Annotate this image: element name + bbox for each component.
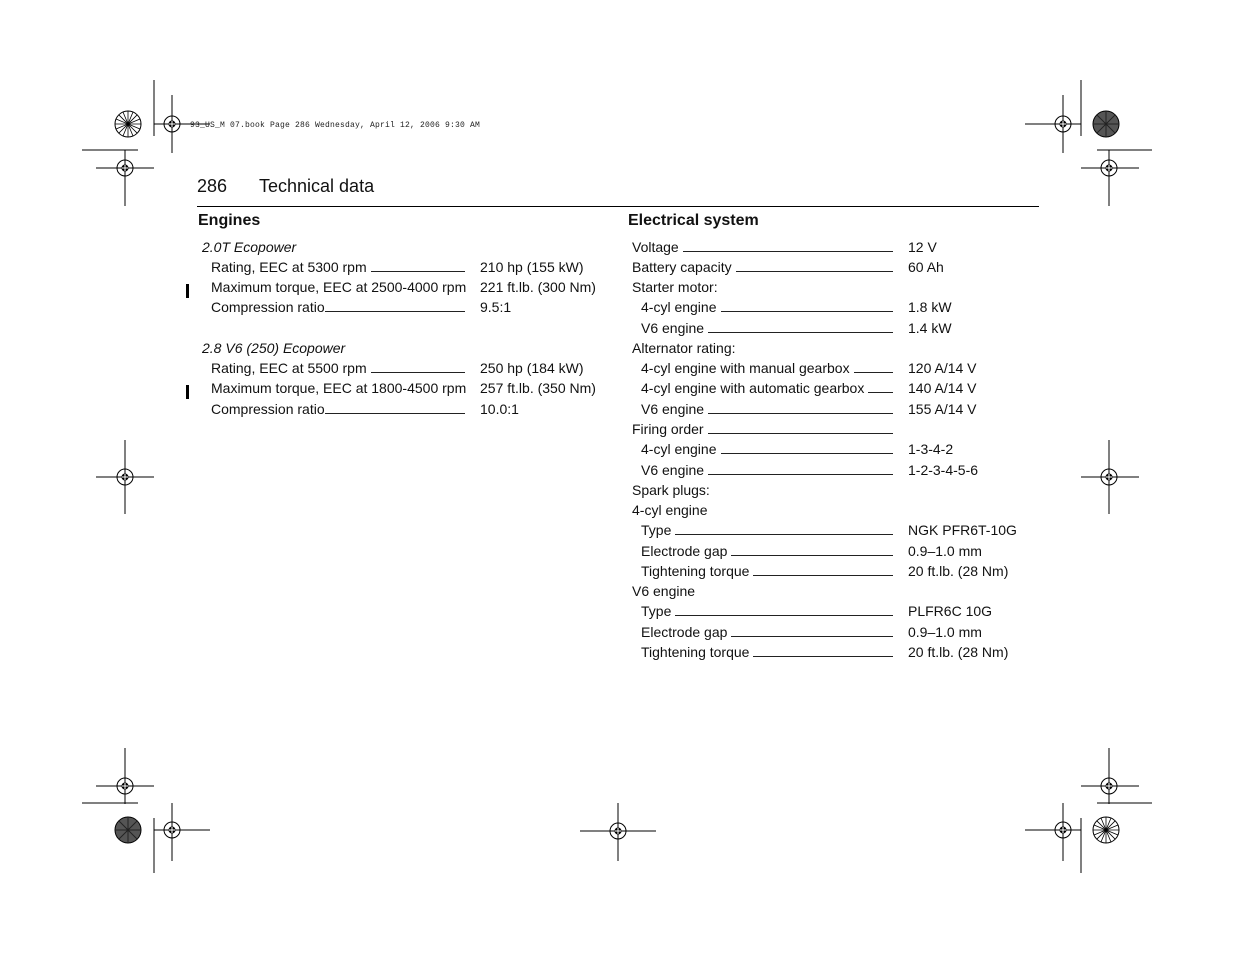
spec-value: 1-3-4-2: [908, 441, 954, 457]
spec-label: Type: [641, 603, 672, 619]
spec-label: Maximum torque, EEC at 2500-4000 rpm: [211, 279, 467, 295]
spec-row: [632, 419, 1032, 439]
spec-label: 4-cyl engine: [641, 441, 717, 457]
spec-row: [641, 439, 1041, 459]
spec-value: 60 Ah: [908, 259, 944, 275]
spec-value: 9.5:1: [480, 299, 512, 315]
spec-row: [641, 297, 1041, 317]
spec-value: 120 A/14 V: [908, 360, 977, 376]
spec-row: [641, 378, 1041, 398]
spec-value: 155 A/14 V: [908, 401, 977, 417]
spec-value: 12 V: [908, 239, 937, 255]
spec-value: 1.8 kW: [908, 299, 952, 315]
spec-group-heading: [632, 581, 1032, 601]
spec-label: Firing order: [632, 421, 704, 437]
spec-row: [211, 297, 611, 317]
spec-group-heading: [632, 277, 1032, 297]
spec-row: [641, 520, 1041, 540]
spec-label: 4-cyl engine with manual gearbox: [641, 360, 850, 376]
spec-row: [641, 318, 1041, 338]
spec-value: PLFR6C 10G: [908, 603, 993, 619]
page-number: 286: [197, 176, 228, 196]
spec-row: [641, 399, 1041, 419]
spec-label: 4-cyl engine with automatic gearbox: [641, 380, 865, 396]
spec-label: Maximum torque, EEC at 1800-4500 rpm: [211, 380, 467, 396]
spec-group-heading: [632, 480, 1032, 500]
spec-label: Rating, EEC at 5500 rpm: [211, 360, 367, 376]
spec-label: V6 engine: [632, 583, 696, 599]
spec-row: [641, 358, 1041, 378]
spec-label: Voltage: [632, 239, 679, 255]
spec-value: 140 A/14 V: [908, 380, 977, 396]
spec-label: Compression ratio: [211, 299, 325, 315]
spec-row: [211, 378, 611, 398]
spec-row: [641, 622, 1041, 642]
spec-row: [641, 541, 1041, 561]
spec-label: 4-cyl engine: [641, 299, 717, 315]
page-title: Technical data: [259, 176, 375, 196]
spec-row: [211, 257, 611, 277]
spec-value: 20 ft.lb. (28 Nm): [908, 644, 1009, 660]
spec-row: [211, 277, 611, 297]
spec-value: 20 ft.lb. (28 Nm): [908, 563, 1009, 579]
spec-row: [632, 257, 1032, 277]
spec-label: Compression ratio: [211, 401, 325, 417]
spec-label: Battery capacity: [632, 259, 732, 275]
print-slug: 93_US_M 07.book Page 286 Wednesday, April 12, 2006 9:30 AM: [190, 121, 481, 130]
spec-label: Starter motor:: [632, 279, 718, 295]
electrical-title: Electrical system: [628, 212, 759, 229]
spec-value: 0.9–1.0 mm: [908, 543, 982, 559]
revision-bar: [186, 284, 189, 298]
spec-value: NGK PFR6T-10G: [908, 522, 1017, 538]
spec-label: V6 engine: [641, 320, 705, 336]
spec-value: 221 ft.lb. (300 Nm): [480, 279, 596, 295]
spec-row: [641, 601, 1041, 621]
spec-group-heading: [632, 500, 1032, 520]
spec-label: V6 engine: [641, 462, 705, 478]
spec-label: V6 engine: [641, 401, 705, 417]
engines-title: Engines: [198, 212, 261, 229]
spec-row: [211, 358, 611, 378]
spec-label: Rating, EEC at 5300 rpm: [211, 259, 367, 275]
spec-value: 1.4 kW: [908, 320, 952, 336]
engine-group-subtitle: 2.0T Ecopower: [202, 239, 297, 255]
spec-group-heading: [632, 338, 1032, 358]
spec-row: [211, 399, 611, 419]
spec-value: 257 ft.lb. (350 Nm): [480, 380, 596, 396]
spec-label: Electrode gap: [641, 624, 728, 640]
spec-label: Electrode gap: [641, 543, 728, 559]
spec-value: 210 hp (155 kW): [480, 259, 584, 275]
spec-value: 250 hp (184 kW): [480, 360, 584, 376]
spec-row: [632, 237, 1032, 257]
spec-label: Tightening torque: [641, 644, 750, 660]
spec-value: 10.0:1: [480, 401, 519, 417]
spec-label: Spark plugs:: [632, 482, 710, 498]
spec-row: [641, 561, 1041, 581]
spec-label: Type: [641, 522, 672, 538]
spec-row: [641, 642, 1041, 662]
spec-value: 1-2-3-4-5-6: [908, 462, 979, 478]
spec-label: Alternator rating:: [632, 340, 736, 356]
spec-row: [641, 460, 1041, 480]
spec-value: 0.9–1.0 mm: [908, 624, 982, 640]
engine-group-subtitle: 2.8 V6 (250) Ecopower: [202, 340, 346, 356]
spec-label: 4-cyl engine: [632, 502, 708, 518]
revision-bar: [186, 385, 189, 399]
spec-label: Tightening torque: [641, 563, 750, 579]
header-divider: [197, 206, 1039, 207]
